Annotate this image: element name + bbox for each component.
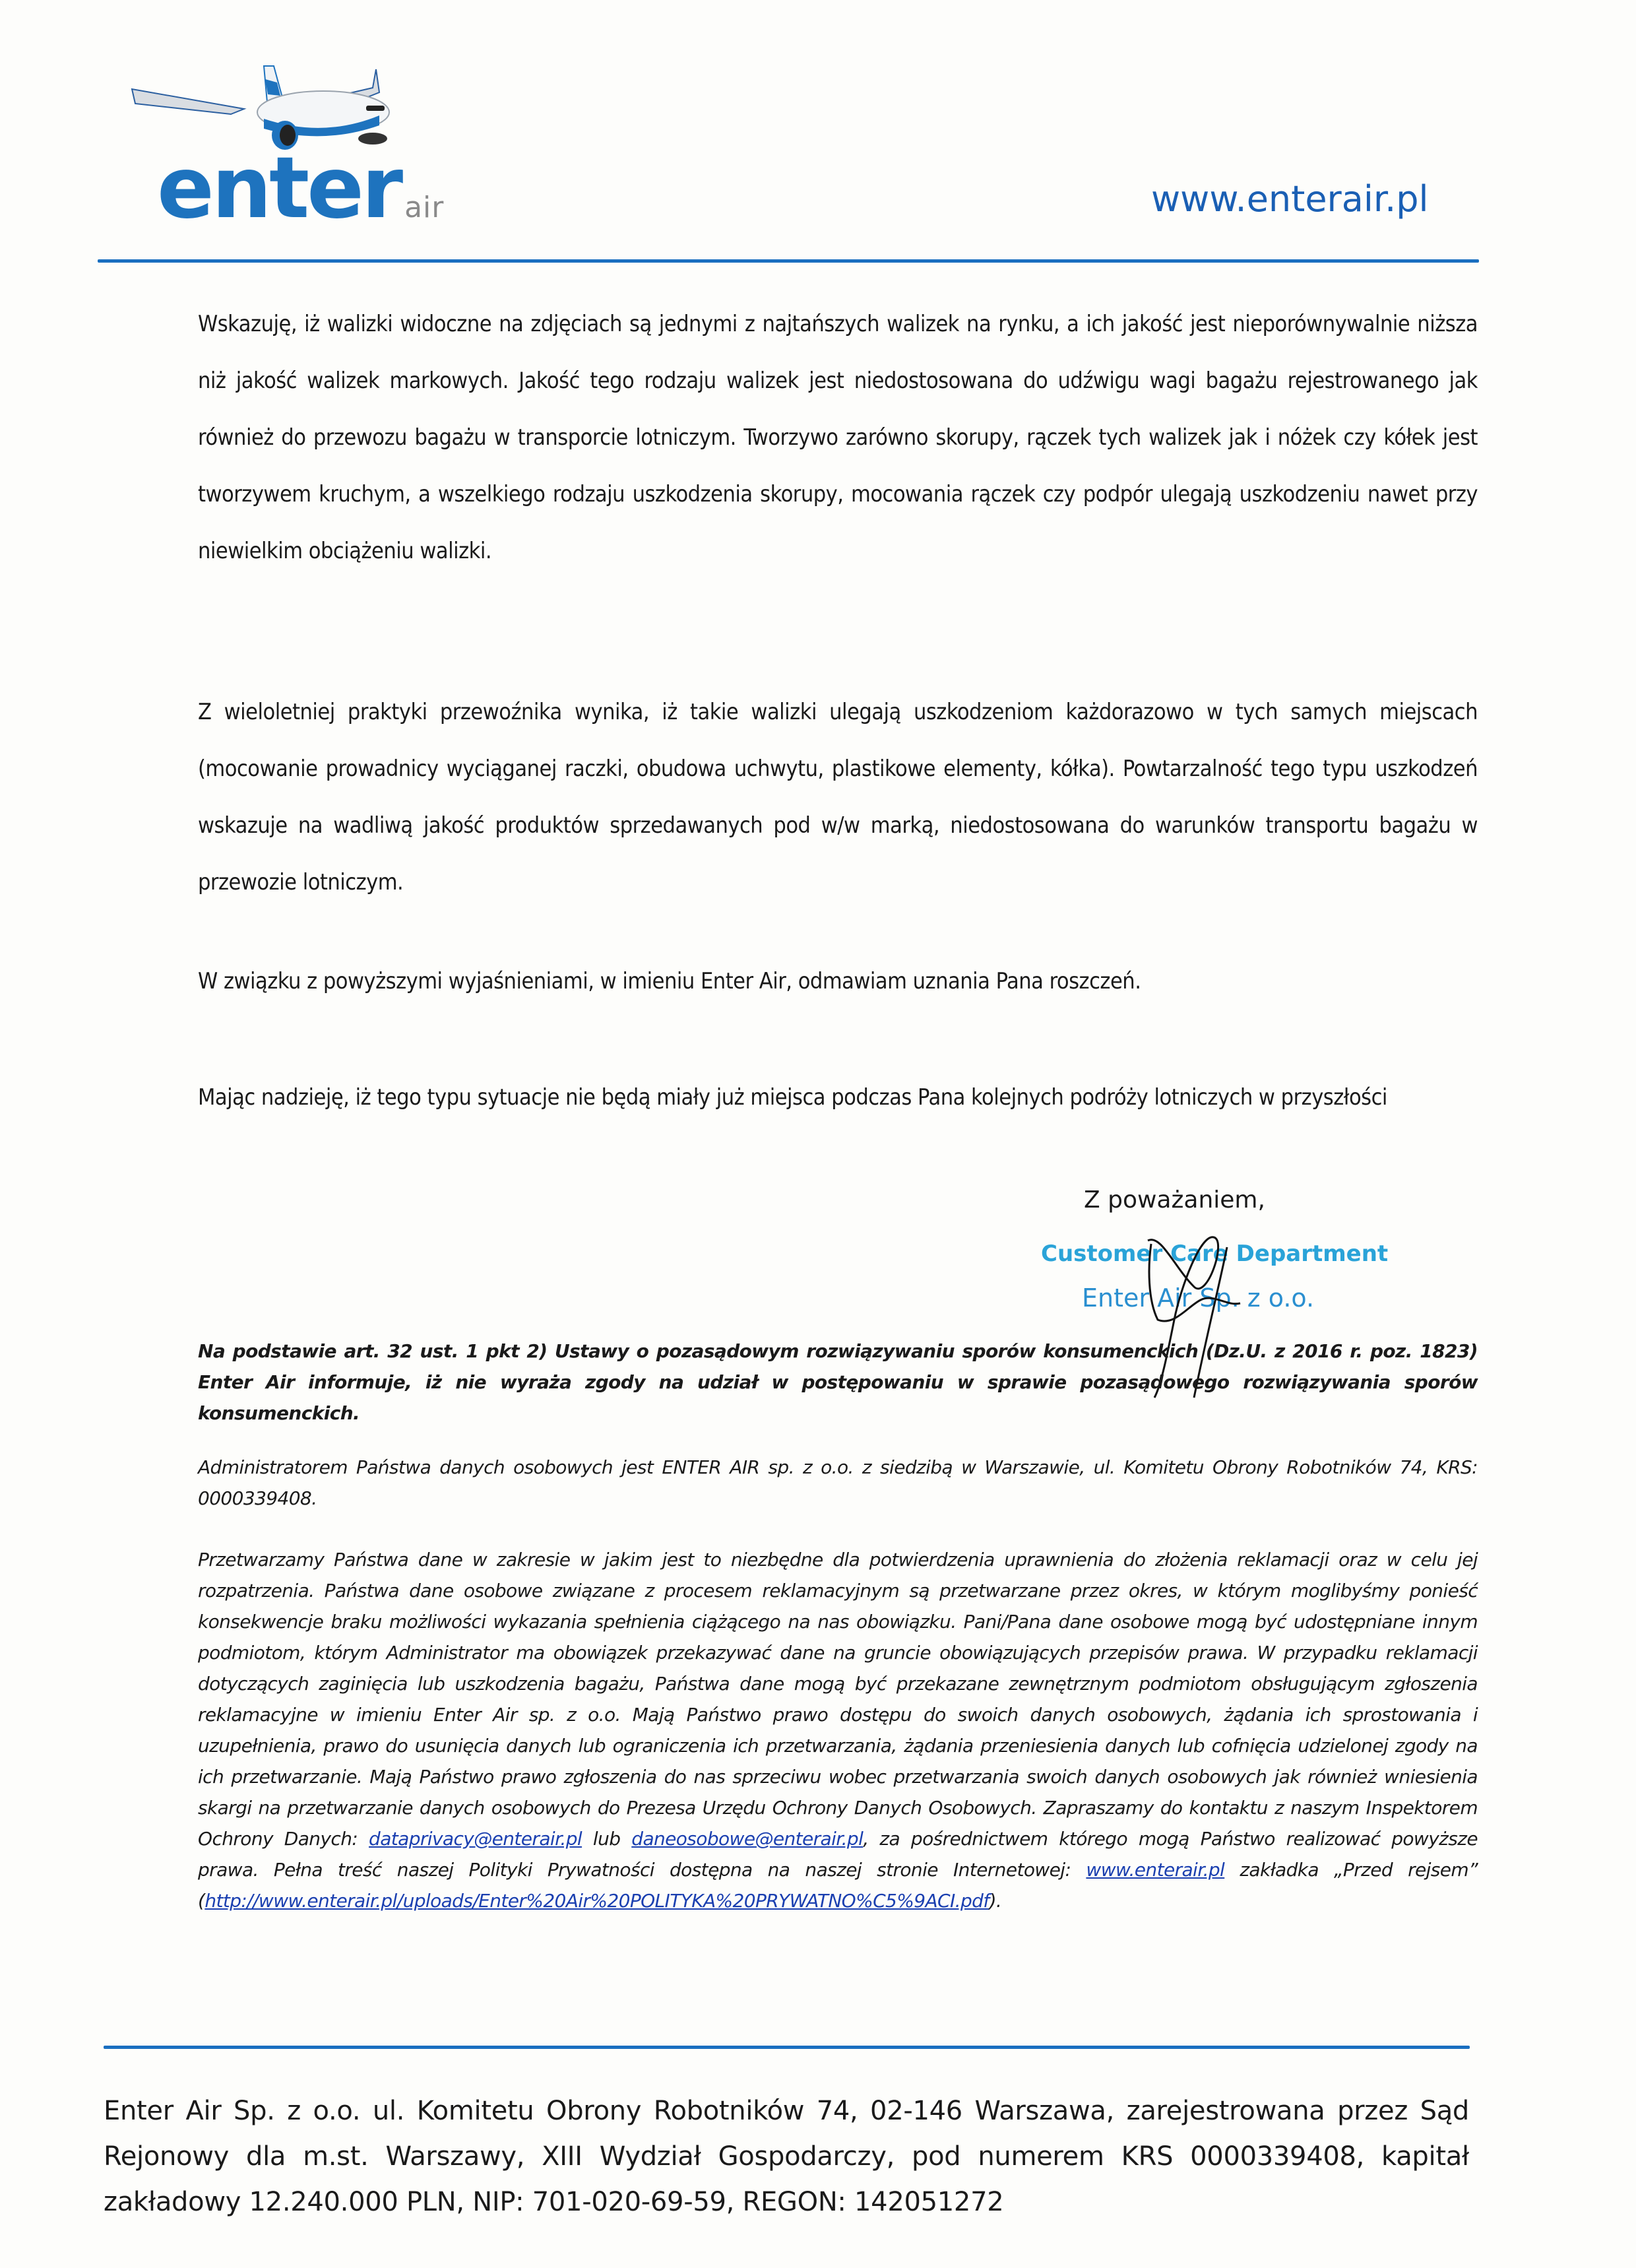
header-divider bbox=[98, 259, 1479, 263]
privacy-text-2: , za pośrednictwem którego mogą Państwo realizować powyższe prawa. Pełna treść naszej Polityki Prywatności dostępna na naszej stronie Internetowej: bbox=[198, 1828, 1478, 1881]
data-administrator-notice: Administratorem Państwa danych osobowych jest ENTER AIR sp. z o.o. z siedzibą w Warszawie, ul. Komitetu Obrony Robotników 74, KRS: 0000339408. bbox=[198, 1456, 1478, 1509]
body-paragraph-4: Mając nadzieję, iż tego typu sytuacje nie będą miały już miejsca podczas Pana kolejnych podróży lotniczych w przyszłości bbox=[198, 1084, 1387, 1111]
stamp-company: Enter Air Sp. z o.o. bbox=[1082, 1283, 1315, 1312]
body-paragraph-2: Z wieloletniej praktyki przewoźnika wynika, iż takie walizki ulegają uszkodzeniom każdorazowo w tych samych miejscach (mocowanie prowadnicy wyciąganej raczki, obudowa uchwytu, plastikowe elementy, kółka). Powtarzalność tego typu uszkodzeń wskazuje na wadliwą jakość produktów sprzedawanych pod w/w marką, niedostosowana do warunków transportu bagażu w przewozie lotniczym. bbox=[198, 699, 1478, 895]
footer-company-info: Enter Air Sp. z o.o. ul. Komitetu Obrony Robotników 74, 02-146 Warszawa, zarejestrowana przez Sąd Rejonowy dla m.st. Warszawy, XIII Wydział Gospodarczy, pod numerem KRS 0000339408, kapitał zakładowy 12.240.000 PLN, NIP: 701-020-69-59, REGON: 142051272 bbox=[104, 2096, 1469, 2217]
body-paragraph-1: Wskazuję, iż walizki widoczne na zdjęciach są jednymi z najtańszych walizek na rynku, a ich jakość jest nieporównywalnie niższa niż jakość walizek markowych. Jakość tego rodzaju walizek jest niedostosowana do udźwigu wagi bagażu rejestrowanego jak również do przewozu bagażu w transporcie lotniczym. Tworzywo zarówno skorupy, rączek tych walizek jak i nóżek czy kółek jest tworzywem kruchym, a wszelkiego rodzaju uszkodzenia skorupy, mocowania rączek czy podpór ulegają uszkodzeniu nawet przy niewielkim obciążeniu walizki. bbox=[198, 311, 1478, 564]
adr-notice: Na podstawie art. 32 ust. 1 pkt 2) Ustawy o pozasądowym rozwiązywaniu sporów konsumenckich (Dz.U. z 2016 r. poz. 1823) Enter Air informuje, iż nie wyraża zgody na udział w postępowaniu w sprawie pozasądowego rozwiązywania sporów konsumenckich. bbox=[198, 1340, 1478, 1424]
email-link-dataprivacy[interactable]: dataprivacy@enterair.pl bbox=[369, 1828, 582, 1850]
logo-suffix: air bbox=[404, 191, 445, 224]
privacy-text-3: zakładka „Przed rejsem” ( bbox=[198, 1859, 1478, 1912]
privacy-policy-link[interactable]: http://www.enterair.pl/uploads/Enter%20Air%20POLITYKA%20PRYWATNO%C5%9ACI.pdf bbox=[204, 1890, 990, 1912]
closing-salutation: Z poważaniem, bbox=[1084, 1186, 1265, 1214]
privacy-text-1: Przetwarzamy Państwa dane w zakresie w jakim jest to niezbędne dla potwierdzenia uprawnienia do złożenia reklamacji oraz w celu jej rozpatrzenia. Państwa dane osobowe związane z procesem reklamacyjnym są przetwarzane przez okres, w którym moglibyśmy ponieść konsekwencje braku możliwości wykazania spełnienia ciążącego na nas obowiązku. Pani/Pana dane osobowe mogą być udostępniane innym podmiotom, którym Administrator ma obowiązek przekazywać dane na gruncie obowiązujących przepisów prawa. W przypadku reklamacji dotyczących zaginięcia lub uszkodzenia bagażu, Państwa dane mogą być przekazane zewnętrznym podmiotom obsługującym zgłoszenia reklamacyjne w imieniu Enter Air sp. z o.o. Mają Państwo prawo dostępu do swoich danych osobowych, żądania ich sprostowania i uzupełnienia, prawo do usunięcia danych lub ograniczenia ich przetwarzania, żądania przeniesienia danych lub cofnięcia udzielonej zgody na ich przetwarzanie. Mają Państwo prawo zgłoszenia do nas sprzeciwu wobec przetwarzania swoich danych osobowych jak również wniesienia skargi na przetwarzanie danych osobowych do Prezesa Urzędu Ochrony Danych Osobowych. Zapraszamy do kontaktu z naszym Inspektorem Ochrony Danych: bbox=[198, 1549, 1478, 1850]
privacy-text-4: ). bbox=[989, 1890, 1002, 1912]
enter-air-logo bbox=[157, 139, 445, 238]
website-link[interactable]: www.enterair.pl bbox=[1086, 1859, 1225, 1881]
footer-divider bbox=[104, 2046, 1470, 2049]
privacy-notice bbox=[198, 1544, 1478, 1916]
email-link-daneosobowe[interactable]: daneosobowe@enterair.pl bbox=[631, 1828, 864, 1850]
logo-wordmark: enter bbox=[157, 139, 401, 238]
header-website[interactable]: www.enterair.pl bbox=[1151, 178, 1429, 220]
body-paragraph-3: W związku z powyższymi wyjaśnieniami, w imieniu Enter Air, odmawiam uznania Pana roszczeń. bbox=[198, 968, 1141, 994]
privacy-text-or: lub bbox=[582, 1828, 632, 1850]
stamp-department: Customer Care Department bbox=[1041, 1241, 1389, 1267]
